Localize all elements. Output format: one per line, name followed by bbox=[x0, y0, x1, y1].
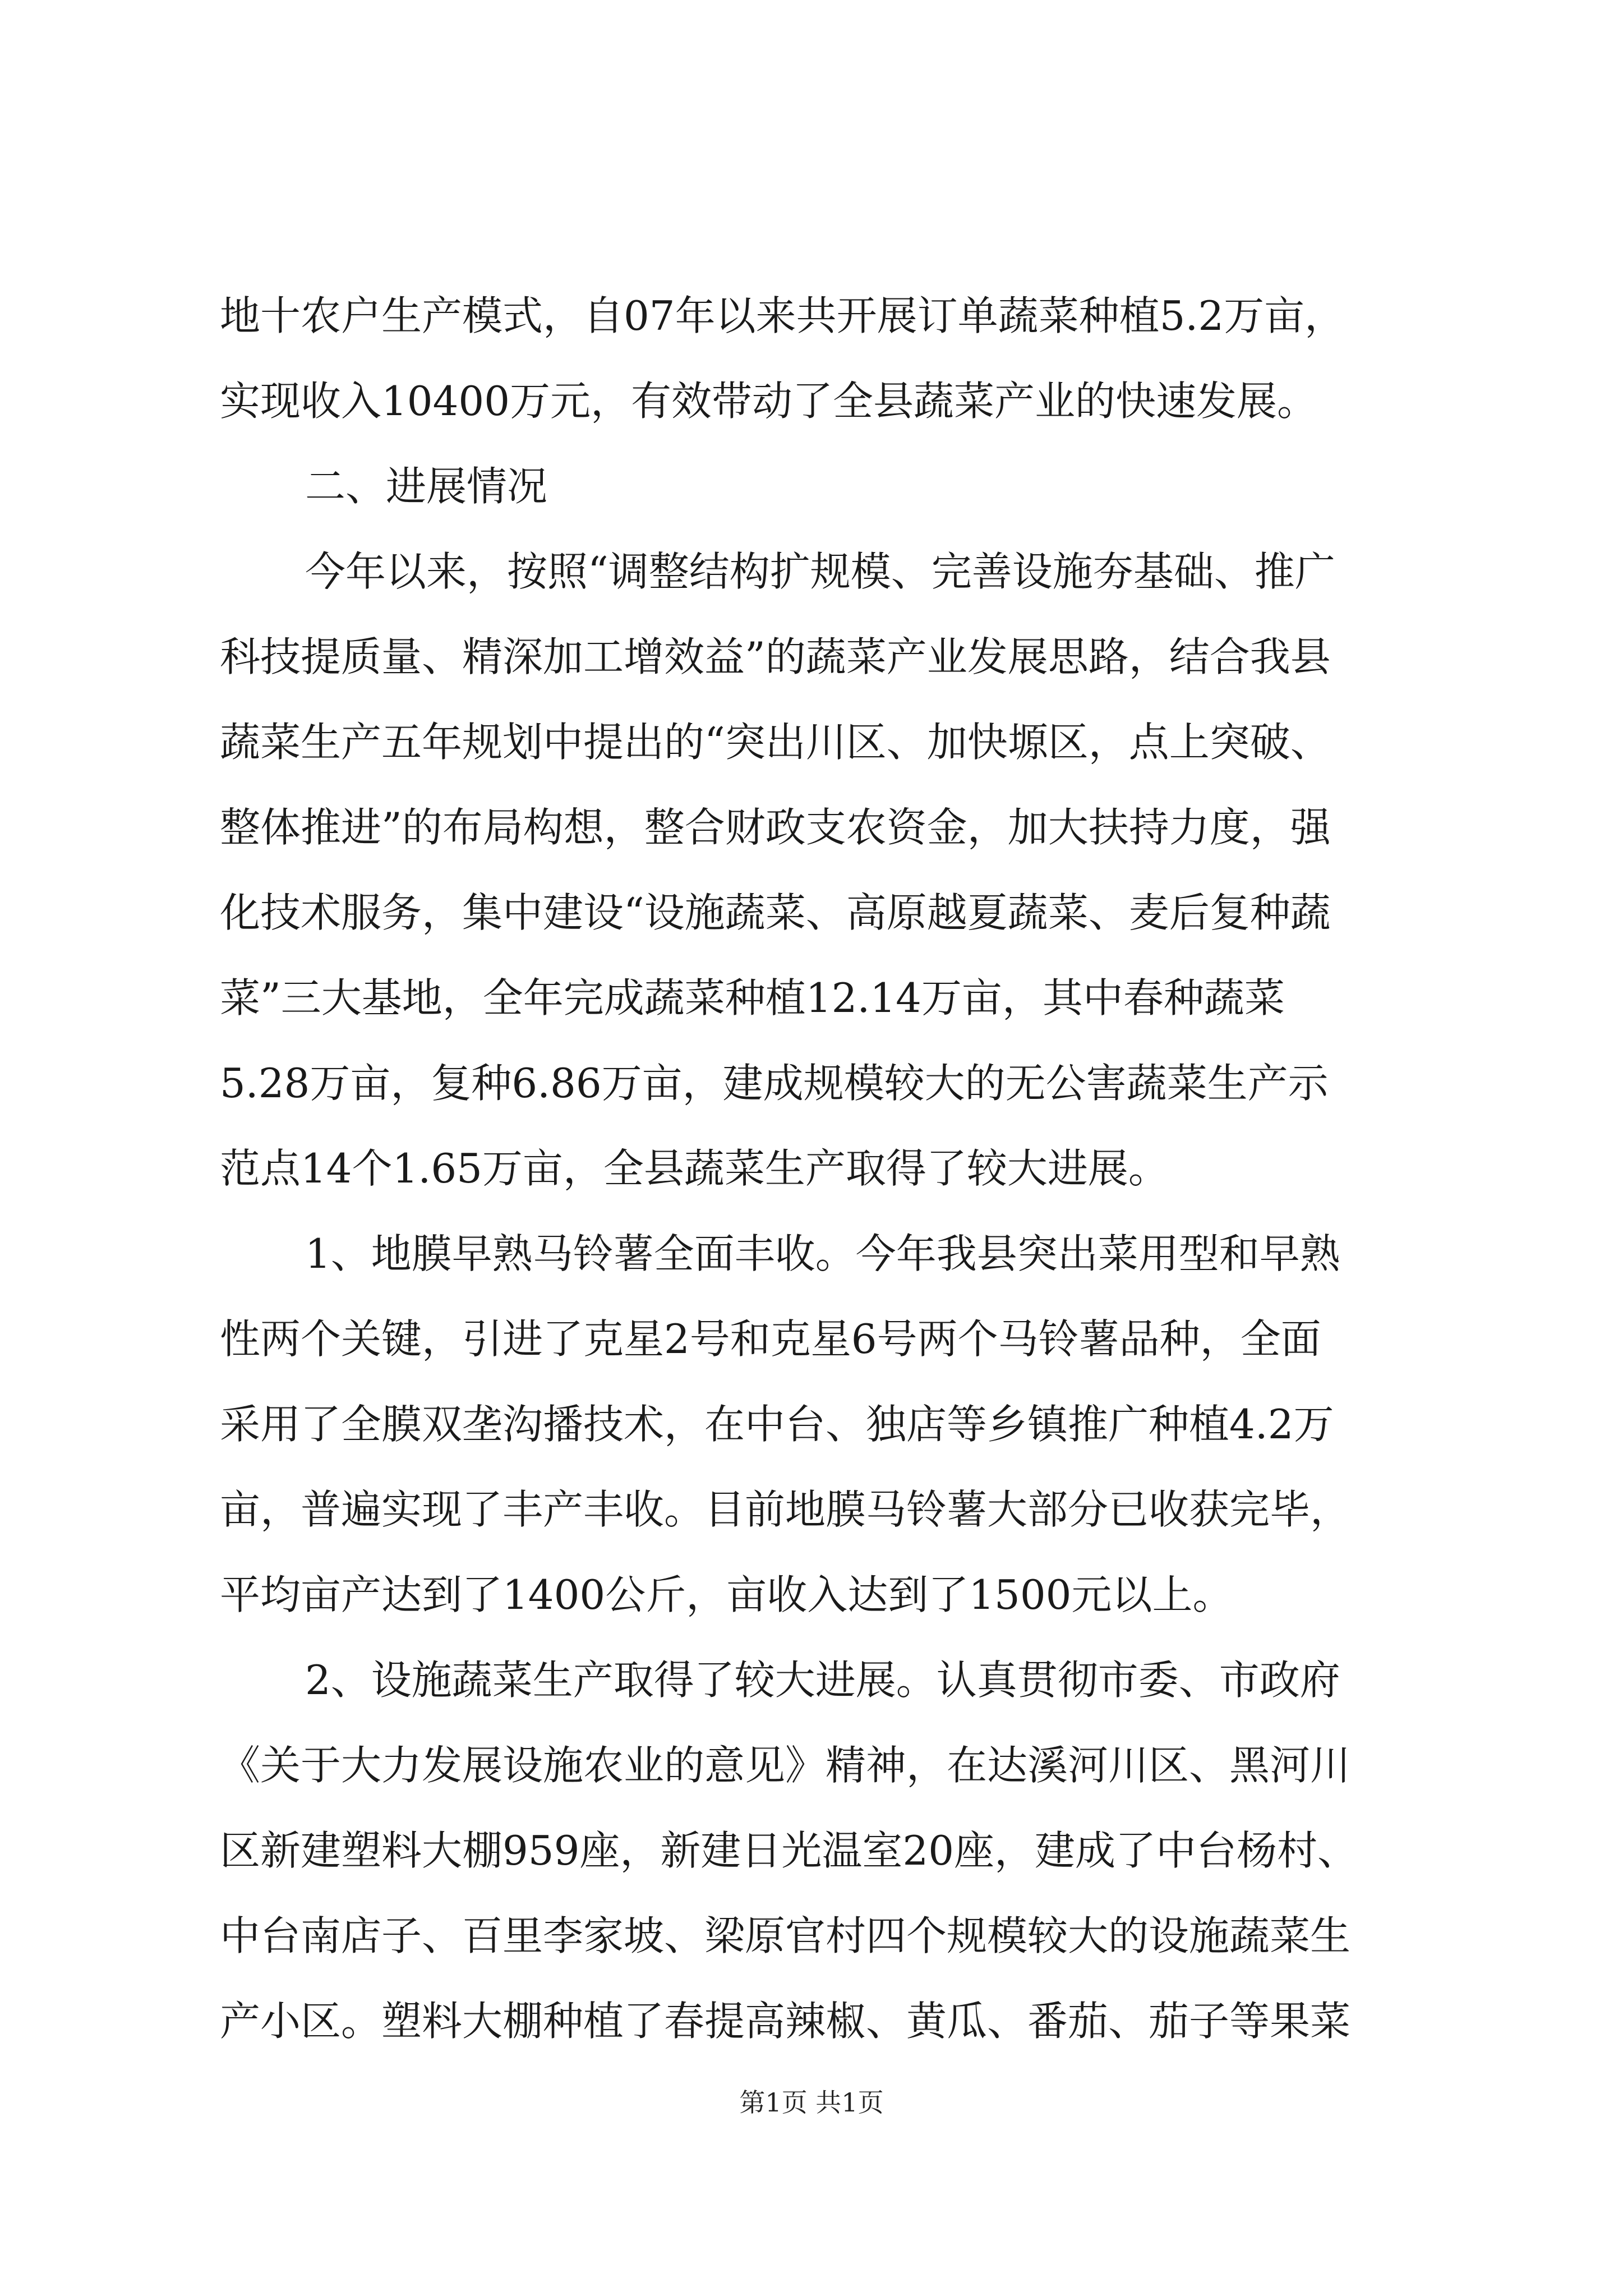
text-line: 中台南店子、百里李家坡、梁原官村四个规模较大的设施蔬菜生 bbox=[220, 1912, 1351, 1959]
text-line: 化技术服务，集中建设“设施蔬菜、高原越夏蔬菜、麦后复种蔬 bbox=[220, 889, 1331, 936]
text-line: 实现收入10400万元，有效带动了全县蔬菜产业的快速发展。 bbox=[220, 378, 1318, 425]
text-line: 性两个关键，引进了克星2号和克星6号两个马铃薯品种，全面 bbox=[220, 1315, 1321, 1363]
page-footer: 第1页 共1页 bbox=[739, 2087, 884, 2118]
text-line: 1、地膜早熟马铃薯全面丰收。今年我县突出菜用型和早熟 bbox=[305, 1230, 1340, 1277]
text-line: 菜”三大基地，全年完成蔬菜种植12.14万亩，其中春种蔬菜 bbox=[220, 974, 1285, 1022]
text-line: 范点14个1.65万亩，全县蔬菜生产取得了较大进展。 bbox=[220, 1145, 1169, 1192]
text-line: 区新建塑料大棚959座，新建日光温室20座，建成了中台杨村、 bbox=[220, 1827, 1358, 1874]
text-line: 产小区。塑料大棚种植了春提高辣椒、黄瓜、番茄、茄子等果菜 bbox=[220, 1998, 1351, 2045]
text-line: 科技提质量、精深加工增效益”的蔬菜产业发展思路，结合我县 bbox=[220, 633, 1331, 680]
text-line: 5.28万亩，复种6.86万亩，建成规模较大的无公害蔬菜生产示 bbox=[220, 1060, 1329, 1107]
text-line: 采用了全膜双垄沟播技术，在中台、独店等乡镇推广种植4.2万 bbox=[220, 1401, 1334, 1448]
section-heading: 二、进展情况 bbox=[305, 463, 548, 510]
text-line: 今年以来，按照“调整结构扩规模、完善设施夯基础、推广 bbox=[305, 548, 1335, 595]
text-line: 蔬菜生产五年规划中提出的“突出川区、加快塬区，点上突破、 bbox=[220, 719, 1331, 766]
text-line: 2、设施蔬菜生产取得了较大进展。认真贯彻市委、市政府 bbox=[305, 1657, 1340, 1704]
text-line: 亩，普遍实现了丰产丰收。目前地膜马铃薯大部分已收获完毕， bbox=[220, 1486, 1351, 1533]
text-line: 地十农户生产模式，自07年以来共开展订单蔬菜种植5.2万亩， bbox=[220, 292, 1345, 339]
text-line: 平均亩产达到了1400公斤，亩收入达到了1500元以上。 bbox=[220, 1571, 1233, 1618]
text-line: 整体推进”的布局构想，整合财政支农资金，加大扶持力度，强 bbox=[220, 804, 1331, 851]
text-line: 《关于大力发展设施农业的意见》精神，在达溪河川区、黑河川 bbox=[220, 1742, 1351, 1789]
